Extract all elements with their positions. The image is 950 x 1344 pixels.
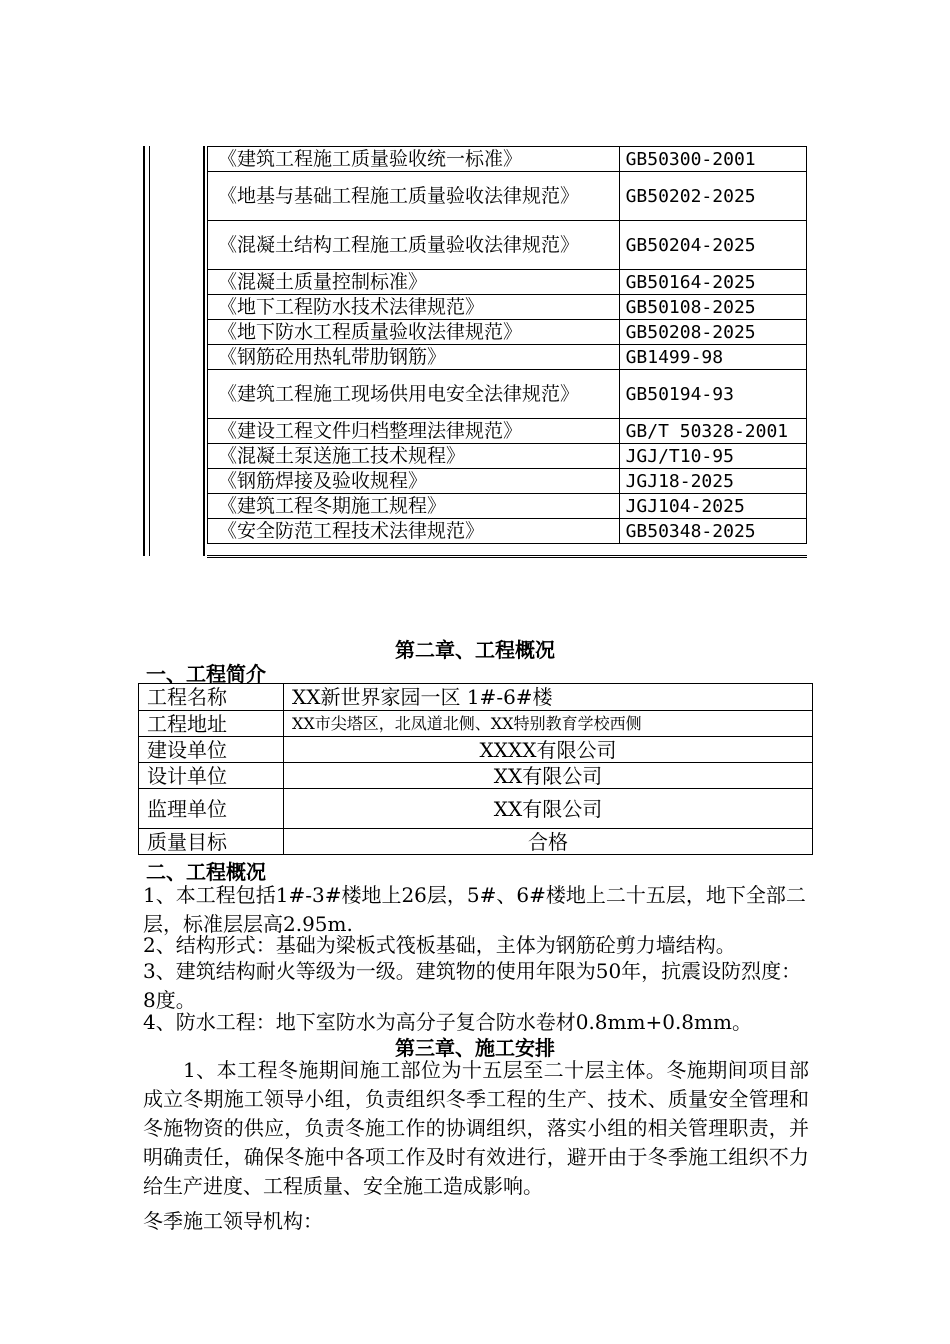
org-label: 冬季施工领导机构： [143,1209,323,1233]
section-2-heading: 二、工程概况 [146,860,266,884]
standard-code: GB1499-98 [619,345,806,370]
table-row [208,295,807,320]
standard-name: 《钢筋砼用热轧带肋钢筋》 [208,345,620,370]
standard-code: GB50164-2025 [619,270,806,295]
standard-code: JGJ/T10-95 [619,444,806,469]
standard-name: 《建设工程文件归档整理法律规范》 [208,419,620,444]
overview-value: XX新世界家园一区 1#-6#楼 [284,684,813,711]
overview-key: 工程地址 [139,711,284,737]
overview-value: XX有限公司 [284,763,813,789]
standard-name: 《地下工程防水技术法律规范》 [208,295,620,320]
standard-name: 《建筑工程施工质量验收统一标准》 [208,147,620,172]
overview-item-1: 1、本工程包括1#-3#楼地上26层，5#、6#楼地上二十五层，地下全部二层，标准层层高2.95m. [143,883,806,936]
standard-code: GB50194-93 [619,370,806,419]
table-row [139,829,813,855]
standard-code: GB50208-2025 [619,320,806,345]
table-row [139,763,813,789]
overview-key: 设计单位 [139,763,284,789]
table-row [208,494,807,519]
overview-item-3: 3、建筑结构耐火等级为一级。建筑物的使用年限为50年，抗震设防烈度：8度。 [143,959,802,1012]
standard-name: 《地下防水工程质量验收法律规范》 [208,320,620,345]
standard-name: 《安全防范工程技术法律规范》 [208,519,620,544]
overview-table [138,683,813,855]
standard-name: 《混凝土结构工程施工质量验收法律规范》 [208,221,620,270]
standard-name: 《钢筋焊接及验收规程》 [208,469,620,494]
chapter-3-title: 第三章、施工安排 [395,1036,555,1060]
overview-value: 合格 [284,829,813,855]
table-row [139,684,813,711]
standard-code: JGJ18-2025 [619,469,806,494]
overview-key: 质量目标 [139,829,284,855]
standard-code: GB50300-2001 [619,147,806,172]
standards-left-border [143,146,205,556]
overview-item-4: 4、防水工程：地下室防水为高分子复合防水卷材0.8mm+0.8mm。 [143,1010,752,1034]
table-row [208,419,807,444]
standard-code: GB50348-2025 [619,519,806,544]
table-row [208,221,807,270]
table-row [208,345,807,370]
table-row [208,469,807,494]
table-row [208,370,807,419]
standard-name: 《地基与基础工程施工质量验收法律规范》 [208,172,620,221]
overview-value: XXXX有限公司 [284,737,813,763]
standard-name: 《混凝土泵送施工技术规程》 [208,444,620,469]
table-row [208,147,807,172]
overview-value: XX有限公司 [284,789,813,829]
standard-name: 《建筑工程施工现场供用电安全法律规范》 [208,370,620,419]
table-row [208,270,807,295]
overview-value: XX市尖塔区，北凤道北侧、XX特别教育学校西侧 [284,711,813,737]
table-row [139,789,813,829]
standards-bottom-rule [207,555,807,558]
standard-name: 《建筑工程冬期施工规程》 [208,494,620,519]
table-row [208,519,807,544]
overview-key: 监理单位 [139,789,284,829]
standard-code: GB/T 50328-2001 [619,419,806,444]
standards-table [207,146,807,544]
chapter-3-paragraph: 1、本工程冬施期间施工部位为十五层至二十层主体。冬施期间项目部成立冬期施工领导小组，负责组织冬季工程的生产、技术、质量安全管理和冬施物资的供应，负责冬施工作的协调组织，落实小组的相关管理职责，并明确责任，确保冬施中各项工作及时有效进行，避开由于冬季施工组织不力给生产进度、工程质量、安全施工造成影响。 [143,1058,809,1198]
standard-code: GB50108-2025 [619,295,806,320]
table-row [139,737,813,763]
table-row [208,444,807,469]
standard-code: GB50204-2025 [619,221,806,270]
table-row [208,320,807,345]
overview-key: 建设单位 [139,737,284,763]
table-row [208,172,807,221]
standard-name: 《混凝土质量控制标准》 [208,270,620,295]
standard-code: JGJ104-2025 [619,494,806,519]
section-1-heading: 一、工程简介 [146,662,266,686]
standard-code: GB50202-2025 [619,172,806,221]
chapter-2-title: 第二章、工程概况 [395,638,555,662]
table-row [139,711,813,737]
overview-item-2: 2、结构形式：基础为梁板式筏板基础，主体为钢筋砼剪力墙结构。 [143,933,736,957]
overview-key: 工程名称 [139,684,284,711]
